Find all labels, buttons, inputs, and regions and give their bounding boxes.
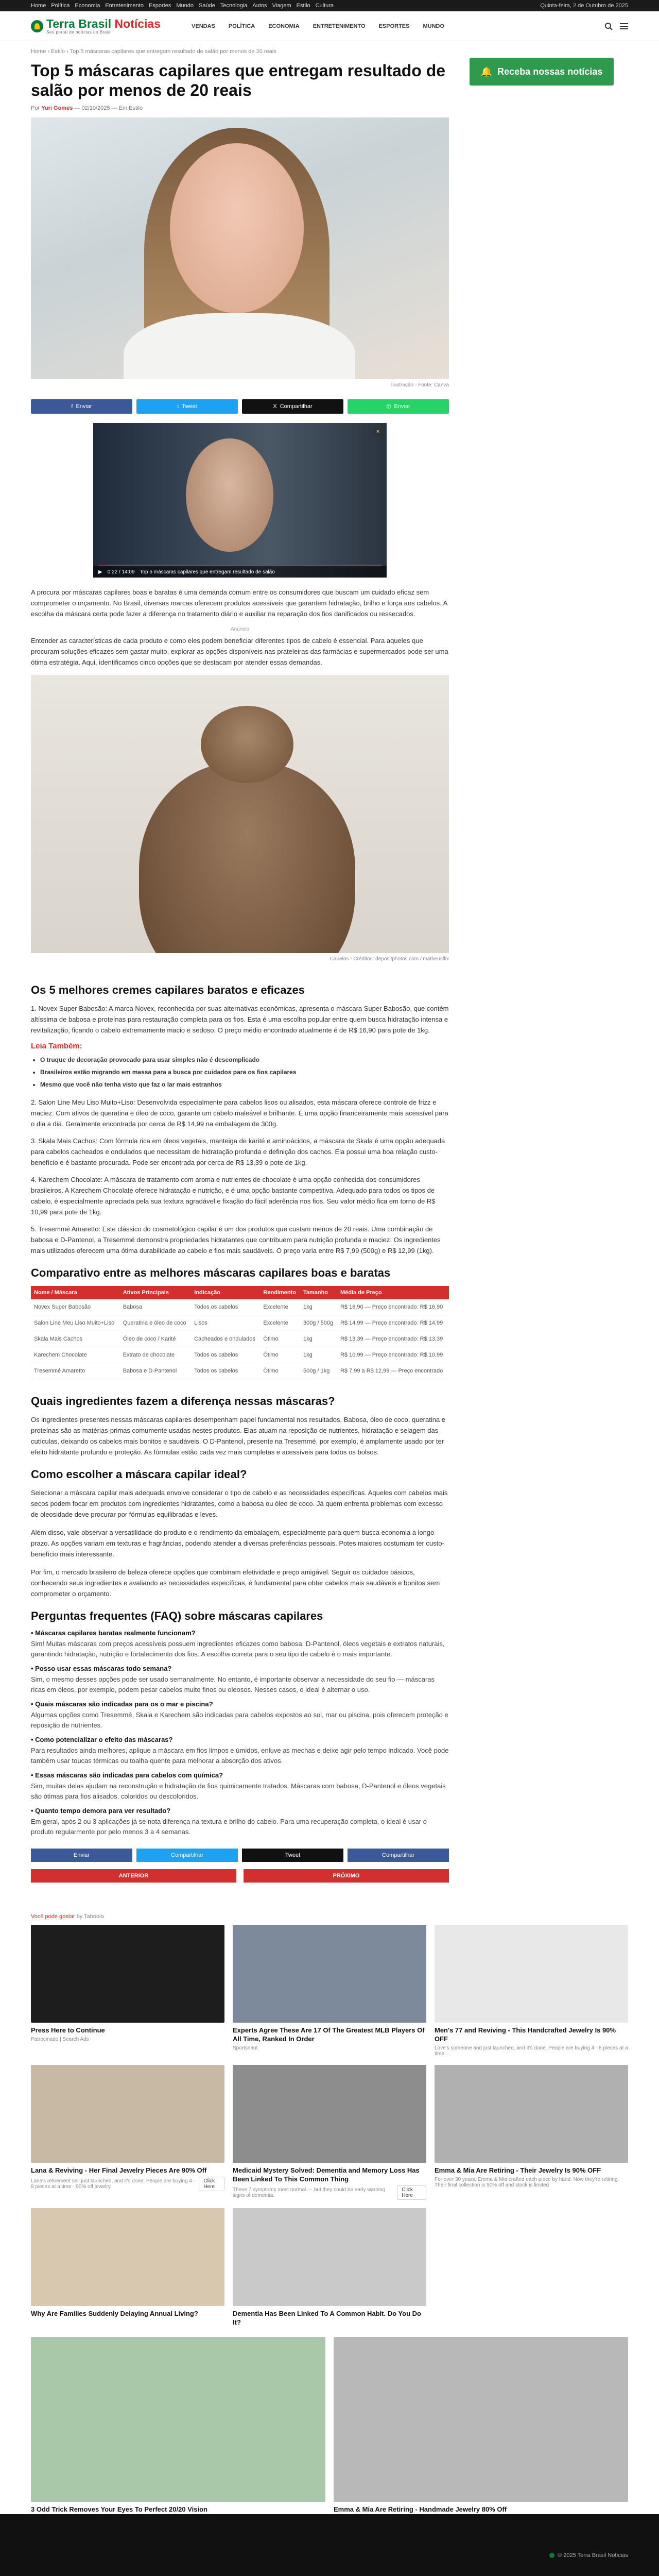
faq-answer: Sim! Muitas máscaras com preços acessíveis possuem ingredientes eficazes como babosa, D-Pantenol, óleos vegetais e extratos naturais, garantindo hidratação, nutrição e fortalecimento dos fios. A escolha correta para o seu tipo de cabelo é o mais importante. [31, 1640, 445, 1658]
table-cell: R$ 13,39 — Preço encontrado: R$ 13,39 [337, 1331, 449, 1347]
nav-item[interactable]: POLÍTICA [228, 23, 255, 29]
site-footer [0, 2514, 659, 2576]
table-cell: 1kg [300, 1299, 337, 1315]
top-link[interactable]: Home [31, 3, 46, 9]
rec-card[interactable] [31, 2337, 325, 2530]
rec-footer [233, 2045, 426, 2051]
faq-question: • Quanto tempo demora para ver resultado? [31, 1807, 171, 1815]
site-header [0, 11, 659, 41]
table-cell: Babosa e D-Pantenol [120, 1363, 192, 1379]
comparison-table [31, 1286, 449, 1379]
recommendations [31, 1913, 628, 2530]
table-cell: 300g / 500g [300, 1315, 337, 1331]
close-icon[interactable]: × [373, 427, 383, 436]
faq-question: • Essas máscaras são indicadas para cabelos com química? [31, 1771, 223, 1779]
rec-thumbnail[interactable] [31, 2065, 224, 2163]
article [31, 58, 449, 1913]
table-cell: Extrato de chocolate [120, 1347, 192, 1363]
nav-item[interactable]: ESPORTES [378, 23, 410, 29]
table-row [31, 1363, 449, 1379]
table-header: Ativos Principais [120, 1286, 192, 1299]
section-title-ingredients: Quais ingredientes fazem a diferença nessas máscaras? [31, 1395, 335, 1408]
top-link[interactable]: Política [51, 3, 70, 9]
faq-answer: Para resultados ainda melhores, aplique a máscara em fios limpos e úmidos, enluve as mechas e deixe agir pelo tempo indicado. Você pode também usar toucas térmicas ou toalha quente para melhorar a absorção dos ativos. [31, 1747, 449, 1765]
paragraph-choose-1: Selecionar a máscara capilar mais adequada envolve considerar o tipo de cabelo e as necessidades específicas. Aqueles com cabelos mais secos podem focar em produtos com ingredientes hidratantes, como a babosa ou óleo de coco. Já quem enfrenta problemas com excesso de oleosidade deve procurar por fórmulas equilibradas e leves. [31, 1489, 448, 1518]
nav-item[interactable]: MUNDO [423, 23, 445, 29]
paragraph-ingredients: Os ingredientes presentes nessas máscaras capilares desempenham papel fundamental nos resultados. Babosa, óleo de coco, queratina e proteínas são as matérias-primas comumente usadas nestes produtos. Elas atuam na reposição de nutrientes, hidratação e selagem das cutículas, deixando os cabelos mais bonitos e saudáveis. O D-Pantenol, presente na Tresemmé, por exemplo, é amplamente usado por ter efeito hidratante profundo e proteção. As fórmulas estão cada vez mais completas e acessíveis para todos os bolsos. [31, 1416, 446, 1456]
rec-footer [435, 2045, 628, 2057]
logo-tagline: Seu portal de notícias do Brasil [46, 29, 112, 35]
table-cell: 1kg [300, 1347, 337, 1363]
play-icon[interactable]: ▶ [98, 569, 102, 575]
rec-title[interactable]: 3 Odd Trick Removes Your Eyes To Perfect 20/20 Vision [31, 2505, 207, 2513]
rec-card[interactable] [31, 2208, 224, 2329]
nav-item[interactable]: ENTRETENIMENTO [313, 23, 366, 29]
table-cell: Ótimo [260, 1347, 300, 1363]
rec-source: Lana's retirement sell just launched, and it's done. People are buying 4 - 8 pieces at a time - 90% off jewelry [31, 2178, 196, 2190]
table-row [31, 1331, 449, 1347]
rec-card[interactable] [233, 2208, 426, 2329]
table-header: Média de Preço [337, 1286, 449, 1299]
table-cell: R$ 16,90 — Preço encontrado: R$ 16,90 [337, 1299, 449, 1315]
table-cell: R$ 7,99 a R$ 12,99 — Preço encontrado [337, 1363, 449, 1379]
list-item: 2. Salon Line Meu Liso Muito+Liso: Desenvolvida especialmente para cabelos lisos ou alisados, esta máscara oferece controle de frizz e maciez. Com ativos de queratina e óleo de coco, garante um cabelo maleável e brilhante. É uma opção financeiramente mais acessível para o dia a dia. Geralmente encontrada por cerca de R$ 14,99 na embalagem de 300g. [31, 1098, 448, 1128]
top-link[interactable]: Tecnologia [220, 3, 248, 9]
table-header: Rendimento [260, 1286, 300, 1299]
hair-bun-image [31, 675, 449, 953]
table-cell: R$ 10,99 — Preço encontrado: R$ 10,99 [337, 1347, 449, 1363]
rec-thumbnail[interactable] [233, 1925, 426, 2023]
rec-title[interactable]: Emma & Mia Are Retiring - Their Jewelry Is 90% OFF [435, 2166, 601, 2174]
top-date: Quinta-feira, 2 de Outubro de 2025 [540, 3, 628, 9]
table-header: Nome / Máscara [31, 1286, 120, 1299]
list-item: 1. Novex Super Babosão: A marca Novex, reconhecida por suas alternativas econômicas, apresenta o máscara Super Babosão, que contém altíssima de babosa e proteínas para restauração completa para os fios. Esta é uma escolha popular entre quem busca hidratação intensa e revitalização, ficando o cabelo extremamente macio e sedoso. O preço médio encontrado atualmente é de R$ 16,90 para pote de 1kg. [31, 1005, 449, 1034]
faq-question: • Máscaras capilares baratas realmente funcionam? [31, 1629, 196, 1637]
rec-cta-button[interactable]: Click Here [397, 2185, 426, 2200]
rec-footer [435, 2177, 628, 2188]
table-cell: Ótimo [260, 1331, 300, 1347]
share-bar-bottom [31, 1849, 449, 1862]
top-link[interactable]: Estilo [296, 3, 310, 9]
rec-source: Patrocinado | Search Ads [31, 2037, 89, 2042]
section-title-top5: Os 5 melhores cremes capilares baratos e eficazes [31, 984, 305, 996]
faq-answer: Sim, o mesmo desses opções pode ser usado semanalmente. No entanto, é importante observar a necessidade do seu fio — máscaras ricas em óleos, por exemplo, podem pesar cabelos muito finos ou oleosos. Nesses casos, o ideal é alternar o uso. [31, 1675, 435, 1693]
search-icon[interactable] [604, 22, 613, 30]
top-links [31, 3, 334, 9]
table-row [31, 1315, 449, 1331]
table-header: Indicação [191, 1286, 260, 1299]
whatsapp-icon: ✆ [386, 403, 391, 410]
top-link[interactable]: Cultura [315, 3, 334, 9]
faq-question: • Como potencializar o efeito das máscaras? [31, 1736, 173, 1743]
rec-card[interactable] [233, 2065, 426, 2200]
table-cell: R$ 14,99 — Preço encontrado: R$ 14,99 [337, 1315, 449, 1331]
list-item: 5. Tresemmé Amaretto: Este clássico do cosmetológico capilar é um dos produtos que custam menos de 20 reais. Uma combinação de babosa e D-Pantenol, a Tresemmé demonstra propriedades hidratantes que contribuem para nutrição profunda e maciez. Os ingredientes mais utilizados oferecem uma ótima durabilidade ao cabelo e fios mais saudáveis. O preço varia entre R$ 7,99 (500g) e R$ 12,99 (1kg). [31, 1225, 441, 1255]
rec-card[interactable] [31, 1925, 224, 2057]
related-link[interactable]: • Brasileiros estão migrando em massa para a busca por cuidados para os fios capilares [40, 1067, 449, 1077]
top-link[interactable]: Viagem [272, 3, 291, 9]
rec-title[interactable]: Emma & Mia Are Retiring - Handmade Jewelry 80% Off [334, 2505, 507, 2513]
share-facebook-button[interactable]: f Enviar [31, 399, 132, 414]
sidebar [470, 58, 628, 1913]
faq-question: • Quais máscaras são indicadas para os o mar e piscina? [31, 1700, 213, 1708]
paragraph-choose-2: Além disso, vale observar a versatilidade do produto e o rendimento da embalagem, especialmente para quem busca economia a longo prazo. As opções variam em texturas e fragrâncias, podendo atender a diversas preferências pessoais. Potes maiores costumam ter custo-benefício mais interessante. [31, 1529, 444, 1558]
rec-source: Sportsnaut [233, 2045, 258, 2051]
top-link[interactable]: Mundo [176, 3, 194, 9]
share-twitter-button[interactable]: t Tweet [136, 399, 238, 414]
top-right [540, 3, 628, 9]
twitter-icon: t [177, 403, 179, 410]
rec-card[interactable] [233, 1925, 426, 2057]
hero-image [31, 117, 449, 379]
rec-card[interactable] [435, 2065, 628, 2200]
table-cell: Queratina e óleo de coco [120, 1315, 192, 1331]
table-cell: Excelente [260, 1299, 300, 1315]
top-link[interactable]: Autos [252, 3, 267, 9]
table-cell: Todos os cabelos [191, 1299, 260, 1315]
rec-thumbnail[interactable] [233, 2065, 426, 2163]
ad-label: Anúncio [230, 626, 250, 632]
top-link[interactable]: Entretenimento [105, 3, 144, 9]
share-x-button[interactable]: X Compartilhar [242, 399, 343, 414]
rec-title[interactable]: Medicaid Mystery Solved: Dementia and Memory Loss Has Been Linked To This Common Thing [233, 2166, 420, 2183]
rec-thumbnail[interactable] [31, 1925, 224, 2023]
logo-title-a: Terra Brasil [46, 16, 115, 30]
related-link[interactable]: • Mesmo que você não tenha visto que faz o lar mais estranhos [40, 1079, 449, 1090]
rec-source: Love's someone and just launched, and it's done. People are buying 4 - 8 pieces at a time ... [435, 2045, 628, 2057]
section-title-faq: Perguntas frequentes (FAQ) sobre máscaras capilares [31, 1609, 323, 1622]
menu-icon[interactable] [620, 22, 628, 30]
nav-item[interactable]: ECONOMIA [268, 23, 300, 29]
table-row [31, 1347, 449, 1363]
rec-thumbnail[interactable] [334, 2337, 628, 2502]
faq-answer: Em geral, após 2 ou 3 aplicações já se nota diferença na textura e brilho do cabelo. Para uma recuperação completa, o ideal é usar o produto regularmente por pelo menos 3 a 4 semanas. [31, 1818, 427, 1836]
rec-thumbnail[interactable] [31, 2337, 325, 2502]
rec-thumbnail[interactable] [435, 1925, 628, 2023]
video-time: 0:22 / 14:09 [107, 569, 135, 575]
share-facebook-button[interactable]: Enviar [31, 1849, 132, 1862]
table-cell: Babosa [120, 1299, 192, 1315]
list-item: 4. Karechem Chocolate: A máscara de tratamento com aroma e nutrientes de chocolate é uma opção conhecida dos consumidores brasileiros. A Karechem Chocolate oferece hidratação e nutrição, e é uma opção bastante competitiva. Adequado para todos os tipos de cabelo, é especialmente apreciada pela sua textura agradável e fixação do fácil aderência nos fios. Seu valor médio fica em torno de R$ 10,99 para pote de 1kg. [31, 1176, 436, 1216]
footer-logo-icon [549, 2553, 554, 2558]
rec-footer [31, 2037, 224, 2042]
table-cell: Cacheados e ondulados [191, 1331, 260, 1347]
section-title-choose: Como escolher a máscara capilar ideal? [31, 1468, 247, 1481]
table-cell: Novex Super Babosão [31, 1299, 120, 1315]
table-cell: 500g / 1kg [300, 1363, 337, 1379]
related-link[interactable]: • O truque de decoração provocado para usar simples não é descomplicado [40, 1055, 449, 1065]
logo-title-b: Notícias [114, 16, 161, 30]
share-bar [31, 399, 449, 414]
prev-button[interactable]: ANTERIOR [31, 1869, 236, 1883]
table-cell: Todos os cabelos [191, 1347, 260, 1363]
rec-source: These 7 symptoms most normal — but they could be early warning signs of dementia. [233, 2187, 386, 2198]
next-button[interactable]: PRÓXIMO [244, 1869, 449, 1883]
article-meta: Por Yuri Gomes — 02/10/2025 — Em Estilo [31, 105, 143, 111]
rec-card[interactable] [334, 2337, 628, 2530]
rec-title[interactable]: Why Are Families Suddenly Delaying Annual Living? [31, 2310, 198, 2317]
rec-title[interactable]: Press Here to Continue [31, 2026, 105, 2034]
logo-icon [31, 20, 43, 32]
rec-thumbnail[interactable] [31, 2208, 224, 2306]
rec-footer [233, 2185, 426, 2200]
header-icons [604, 22, 628, 30]
table-cell: Skala Mais Cachos [31, 1331, 120, 1347]
prev-next [31, 1869, 449, 1883]
table-cell: 1kg [300, 1331, 337, 1347]
paragraph-2: Entender as características de cada produto e como eles podem beneficiar diferentes tipos de cabelo é essencial. Para aqueles que procuram soluções eficazes sem gastar muito, explorar as opções disponíveis nas prateleiras das farmácias e supermercados pode ser uma ótima estratégia. Aqui, identificamos cinco opções que se destacam por atender essas demandas. [31, 637, 448, 666]
top-link[interactable]: Esportes [148, 3, 171, 9]
rec-title[interactable]: Experts Agree These Are 17 Of The Greatest MLB Players Of All Time, Ranked In Order [233, 2026, 425, 2043]
video-player[interactable] [93, 423, 387, 578]
author-link[interactable]: Yuri Gomes [41, 105, 73, 111]
table-cell: Ótimo [260, 1363, 300, 1379]
list-item: 3. Skala Mais Cachos: Com fórmula rica em óleos vegetais, manteiga de karité e aminoácidos, a máscara de Skala é uma opção adequada para cabelos cacheados e ondulados que necessitam de hidratação profunda e definição dos cachos. Ela possui uma boa relação custo-benefício e é bastante procurada. Pode ser encontrada por cerca de R$ 13,39 o pote de 1kg. [31, 1137, 445, 1166]
table-cell: Lisos [191, 1315, 260, 1331]
rec-footer [31, 2177, 224, 2191]
table-cell: Tresemmé Amaretto [31, 1363, 120, 1379]
related-heading: Leia Também: [31, 1042, 82, 1050]
article-title: Top 5 máscaras capilares que entregam resultado de salão por menos de 20 reais [31, 61, 446, 99]
table-row [31, 1299, 449, 1315]
x-icon: X [273, 403, 277, 410]
rec-source: For over 30 years, Emma & Mia crafted each piece by hand. Now they're retiring. Their final collection is 90% off and stock is limited [435, 2177, 619, 2188]
faq-question: • Posso usar essas máscaras todo semana? [31, 1665, 172, 1672]
faq-list [31, 1629, 449, 1837]
table-cell: Todos os cabelos [191, 1363, 260, 1379]
video-caption: Top 5 máscaras capilares que entregam resultado de salão [140, 569, 275, 575]
section-title-table: Comparativo entre as melhores máscaras capilares boas e baratas [31, 1266, 391, 1279]
table-cell: Excelente [260, 1315, 300, 1331]
faq-answer: Algumas opções como Tresemmé, Skala e Karechem são indicadas para cabelos expostos ao sol, mar ou piscina, pois oferecem proteção e reposição de nutrientes. [31, 1711, 448, 1729]
table-cell: Óleo de coco / Karité [120, 1331, 192, 1347]
table-cell: Karechem Chocolate [31, 1347, 120, 1363]
hero-caption: Ilustração - Fonte: Canva [391, 382, 449, 388]
rec-cta-button[interactable]: Click Here [199, 2177, 224, 2191]
rec-title[interactable]: Dementia Has Been Linked To A Common Habit. Do You Do It? [233, 2310, 421, 2326]
rec-card[interactable] [435, 1925, 628, 2057]
site-logo[interactable] [31, 18, 161, 35]
rec-thumbnail[interactable] [233, 2208, 426, 2306]
share-x-button[interactable]: Tweet [242, 1849, 343, 1862]
breadcrumb: Home › Estilo › Top 5 máscaras capilares que entregam resultado de salão por menos de 20 reais [31, 48, 276, 55]
share-facebook-button[interactable]: Compartilhar [348, 1849, 449, 1862]
paragraph-intro: A procura por máscaras capilares boas e baratas é uma demanda comum entre os consumidores que buscam um cuidado eficaz sem comprometer o orçamento. No Brasil, diversas marcas oferecem produtos acessíveis que garantem hidratação, brilho e força aos cabelos. A escolha da máscara certa pode fazer a diferença no tratamento diário e auxiliar na reparação dos fios danificados ou ressecados. [31, 588, 447, 618]
share-twitter-button[interactable]: Compartilhar [136, 1849, 238, 1862]
copyright: © 2025 Terra Brasil Notícias [558, 2552, 628, 2558]
main-nav [192, 23, 444, 29]
img2-caption: Cabelos - Créditos: depositphotos.com / matheusflix [330, 956, 449, 962]
faq-answer: Sim, muitas delas ajudam na reconstrução e hidratação de fios quimicamente tratados. Máscaras com babosa, D-Pantenol e óleos vegetais são ótimas para fios alisados, coloridos ou descoloridos. [31, 1782, 446, 1800]
bell-icon: 🔔 [480, 66, 493, 77]
rec-title[interactable]: Lana & Reviving - Her Final Jewelry Pieces Are 90% Off [31, 2166, 207, 2174]
top-link[interactable]: Saúde [199, 3, 215, 9]
facebook-icon: f [71, 403, 73, 410]
subscribe-button[interactable]: 🔔 Receba nossas notícias [470, 58, 614, 86]
top-bar [0, 0, 659, 11]
paragraph-choose-3: Por fim, o mercado brasileiro de beleza oferece opções que combinam efetividade e preço amigável. Seguir os cuidados básicos, conhecendo seus ingredientes e avaliando as necessidades específicas, é fundamental para obter cabelos mais saudáveis e bonitos sem comprometer o orçamento. [31, 1568, 440, 1598]
video-controls [93, 566, 387, 578]
rec-thumbnail[interactable] [435, 2065, 628, 2163]
table-header: Tamanho [300, 1286, 337, 1299]
rec-title[interactable]: Men's 77 and Reviving - This Handcrafted Jewelry Is 90% OFF [435, 2026, 616, 2043]
share-whatsapp-button[interactable]: ✆ Enviar [348, 399, 449, 414]
rec-card[interactable] [31, 2065, 224, 2200]
table-cell: Salon Line Meu Liso Muito+Liso [31, 1315, 120, 1331]
top-link[interactable]: Economia [75, 3, 100, 9]
nav-item[interactable]: VENDAS [192, 23, 215, 29]
related-list [40, 1055, 449, 1090]
recs-title: Você pode gostar by Taboola [31, 1913, 104, 1920]
